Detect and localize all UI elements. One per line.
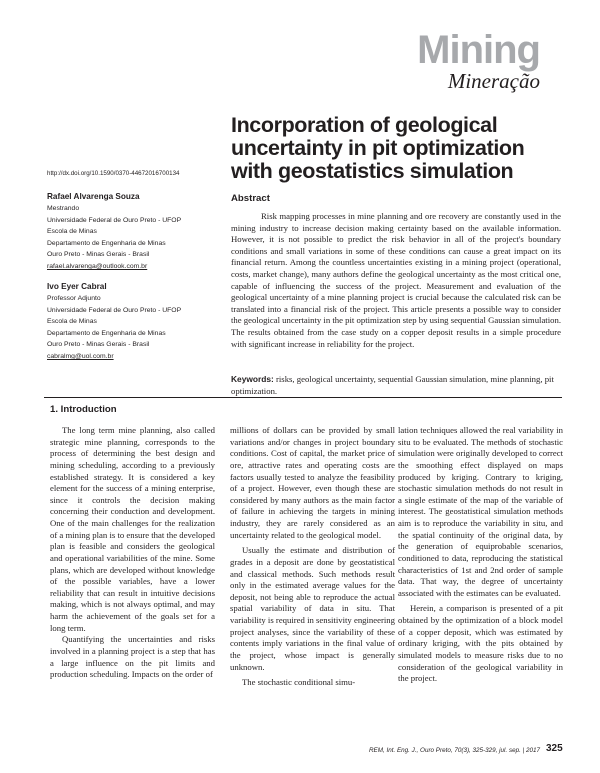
- author-school: Escola de Minas: [47, 318, 97, 326]
- section-label: Mining: [417, 28, 540, 72]
- author-block-2: [47, 281, 217, 363]
- paragraph: Quantifying the uncertainties and risks involved in a planning project is a step that has a large influence on the pit limits and production scheduling. Impacts on the order of: [50, 634, 215, 680]
- body-column-2: [230, 425, 395, 689]
- author-block-1: [47, 191, 217, 273]
- paragraph: lation techniques allowed the real variability in situ to be evaluated. The methods of stochastic simulation were originally developed to correct the smoothing effect displayed on maps produced by kriging. Contrary to kriging, stochastic simulation methods do not result in a single estimate of the map of the variable of interest. The geostatistical simulation methods aim is to reproduce the variability in situ, and the spatial continuity of the original data, by the generation of equiprobable scenarios, conditioned to data, reproducing the statistical characteristics of 1st and 2nd order of sample data. That way, the degree of uncertainty associated with the estimates can be evaluated.: [398, 425, 563, 598]
- paragraph: millions of dollars can be provided by small variations and/or changes in project boundary conditions. Cost of capital, the market price of ore, attractive rates and operating costs are factors usually tested to analyze the feasibility of a project. However, even though these are considered by many authors as the main factor of failure in achieving the targets in mining industry, they are rarely considered as an uncertainty related to the geological model.: [230, 425, 395, 540]
- author-role: Mestrando: [47, 205, 80, 212]
- paragraph: The stochastic conditional simu-: [242, 677, 356, 688]
- section-heading: 1. Introduction: [50, 404, 117, 415]
- body-column-1: [50, 425, 215, 681]
- author-affiliation: Universidade Federal de Ouro Preto - UFOP: [47, 216, 182, 224]
- abstract-heading: Abstract: [231, 193, 270, 204]
- keywords-list: risks, geological uncertainty, sequential Gaussian simulation, mine planning, pit optimization.: [231, 374, 554, 396]
- article-title: Incorporation of geological uncertainty in pit optimization with geostatistics simulation: [231, 113, 525, 183]
- author-email[interactable]: cabralmg@uol.com.br: [47, 352, 114, 360]
- paragraph: Herein, a comparison is presented of a pit obtained by the optimization of a block model of a copper deposit, which was estimated by ordinary kriging, with the pits obtained by simulated models to measure risks due to no consideration of the geological variability in the project.: [398, 603, 563, 684]
- author-department: Departamento de Engenharia de Minas: [47, 329, 166, 337]
- author-department: Departamento de Engenharia de Minas: [47, 239, 166, 247]
- author-role: Professor Adjunto: [47, 295, 101, 302]
- section-label-pt: Mineração: [447, 69, 540, 93]
- section-divider: [44, 397, 562, 398]
- keywords-label: Keywords:: [231, 374, 274, 384]
- author-email[interactable]: rafael.alvarenga@outlook.com.br: [47, 262, 148, 270]
- author-location: Ouro Preto - Minas Gerais - Brasil: [47, 341, 150, 349]
- paragraph: Usually the estimate and distribution of grades in a deposit are done by geostatistical and classical methods. Such methods result only in the estimated average values for the deposit, not being able to reproduce the actual spatial variability of data in situ. That variability is required in sensitivity engineering project analyses, since the variability of these contents imply variations in the final value of the project, whose impact is generally unknown.: [230, 545, 395, 672]
- abstract-text: [231, 211, 561, 350]
- author-name: Ivo Eyer Cabral: [47, 282, 107, 291]
- doi-link[interactable]: http://dx.doi.org/10.1590/0370-44672016700134: [47, 170, 180, 177]
- author-name: Rafael Alvarenga Souza: [47, 192, 140, 201]
- keywords: [231, 374, 561, 397]
- author-affiliation: Universidade Federal de Ouro Preto - UFOP: [47, 306, 182, 314]
- page-number: 325: [546, 743, 563, 754]
- author-location: Ouro Preto - Minas Gerais - Brasil: [47, 251, 150, 259]
- citation-text: REM, Int. Eng. J., Ouro Preto, 70(3), 325-329, jul. sep. | 2017: [368, 747, 540, 754]
- author-school: Escola de Minas: [47, 228, 97, 236]
- abstract-body: Risk mapping processes in mine planning and ore recovery are constantly used in the mining industry to increase decision making certainty based on the available information. However, it is not possible to predict the risk behavior in all of the project's boundary conditions and small variations in some of these conditions can cause a great impact on its financial return. Among the countless uncertainties existing in a mining project (operational, costs, market change), many authors define the geological uncertainty as the most critical one, capable of influencing the success of the project. Measurement and evaluation of the geological uncertainty of a mine planning project is crucial because the calculated risk can be translated into a financial risk of the project. This article presents a possible way to consider the geological uncertainty in the pit optimization step by using sequential Gaussian simulation. The results obtained from the case study on a copper deposit results in a simple procedure with significant increase in reliability for the project.: [231, 211, 561, 349]
- footer-citation: [369, 747, 540, 754]
- paragraph: The long term mine planning, also called strategic mine planning, corresponds to the process of determining the best design and mining scheduling, according to a previously established strategy. It is considered a key element for the success of a mining enterprise, since it controls the decision making concerning their conduction and development. One of the main challenges for the realization of a mining plan is to ensure that the developed plan is feasible and considers the geological and operational variabilities of the mine. Some plans, which are developed without knowledge of the possible variables, have a lower reliability that can result in intuitive decisions making, which is not always optimal, and may harm the achievement of the goals set for a long term.: [50, 425, 215, 633]
- body-column-3: [398, 425, 563, 685]
